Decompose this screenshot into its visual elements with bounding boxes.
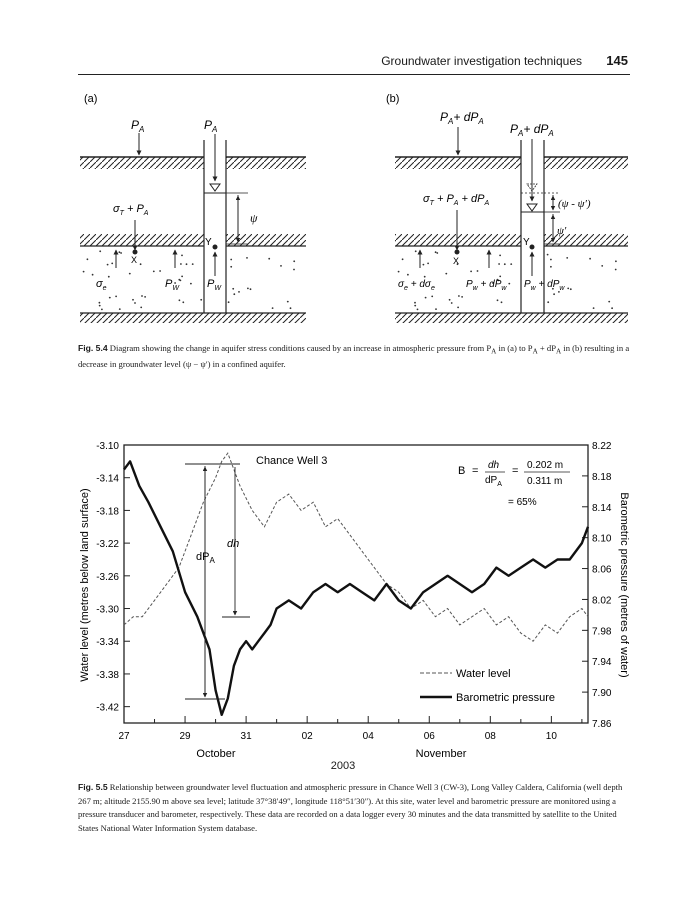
stipple-dot xyxy=(615,260,617,262)
point-y-marker-b xyxy=(530,245,535,250)
y-tick-label-right: 8.10 xyxy=(592,533,612,545)
y-axis-right-title: Barometric pressure (metres of water) xyxy=(618,492,630,678)
stipple-dot xyxy=(567,288,569,290)
stipple-dot xyxy=(179,299,181,301)
y-tick-label-right: 7.86 xyxy=(592,719,612,730)
stipple-dot xyxy=(550,259,552,261)
stipple-dot xyxy=(140,307,142,309)
stipple-dot xyxy=(553,293,555,295)
stipple-dot xyxy=(550,266,552,268)
stipple-dot xyxy=(190,283,192,285)
pa-well-label: $P_A$ xyxy=(204,118,218,134)
base-hatch-b xyxy=(395,313,628,323)
point-y-marker xyxy=(213,245,218,250)
running-title: Groundwater investigation techniques xyxy=(381,54,582,68)
stipple-dot xyxy=(280,265,282,267)
stipple-dot xyxy=(140,263,142,265)
x-tick-label: 27 xyxy=(118,731,130,742)
stipple-dot xyxy=(499,276,501,278)
formula-num: dh xyxy=(488,460,500,471)
stipple-dot xyxy=(601,265,603,267)
legend-label-water-level: Water level xyxy=(456,668,511,680)
stipple-dot xyxy=(246,257,248,259)
stipple-dot xyxy=(510,263,512,265)
x-tick-label: 06 xyxy=(423,731,435,742)
ground-hatch-right xyxy=(226,157,306,169)
x-tick-label: 08 xyxy=(484,731,496,742)
y-tick-label-left: -3.22 xyxy=(96,539,119,551)
y-tick-label-left: -3.42 xyxy=(96,702,119,714)
water-table-marker-b xyxy=(527,204,537,211)
psi-label: ψ xyxy=(250,211,258,225)
stipple-dot xyxy=(200,299,202,301)
x-tick-label: 10 xyxy=(545,731,557,742)
point-x-label: X xyxy=(131,255,138,265)
stipple-dot xyxy=(109,297,111,299)
y-tick-label-right: 7.98 xyxy=(592,626,612,638)
ground-hatch-left-b xyxy=(395,157,521,169)
fig-5-4-diagram xyxy=(0,0,691,345)
pa-dpa-left-label: $P_A+ dP_A$ xyxy=(440,110,484,126)
fig-5-5-caption xyxy=(78,781,630,835)
y-tick-label-right: 8.18 xyxy=(592,471,612,483)
stipple-dot xyxy=(445,273,447,275)
stipple-dot xyxy=(402,258,404,260)
fig-5-4-text: Diagram showing the change in aquifer stress conditions caused by an increase in atmospheric pressure from $P_A$ in (a) to $P_A + dP_A$ in (b) resulting in a decrease in groundwater level (ψ − ψ′) in a confined aquifer. xyxy=(78,343,630,370)
stipple-dot xyxy=(119,251,121,253)
stipple-dot xyxy=(111,263,113,265)
stipple-dot xyxy=(499,255,501,257)
fig-5-5-text: Relationship between groundwater level fluctuation and atmospheric pressure in Chance Well 3 (CW-3), Long Valley Caldera, California (well depth 267 m; altitude 2155.90 m above sea level; latitude 37°38′49″, longitude 118°51′30″). At this site, water level and barometric pressure are monitored using a pressure transducer and barometer, respectively. These data are recorded on a data logger every 30 minutes and the data transmitted by satellite to the United States National Water Information System database. xyxy=(78,782,623,833)
sigma-t-label: $\sigma_T + P_A$ xyxy=(113,203,149,217)
stipple-dot xyxy=(107,264,109,266)
stipple-dot xyxy=(547,254,549,256)
stipple-dot xyxy=(268,258,270,260)
stipple-dot xyxy=(417,309,419,311)
pw-label-2: $P_W$ xyxy=(207,278,221,292)
panel-a xyxy=(80,118,306,323)
fig-5-5-label: Fig. 5.5 xyxy=(78,782,108,792)
dh-label: dh xyxy=(227,538,240,550)
x-axis-year: 2003 xyxy=(330,760,356,772)
point-x-marker-b xyxy=(455,250,460,255)
stipple-dot xyxy=(134,302,136,304)
stipple-dot xyxy=(293,269,295,271)
formula-eq2: = xyxy=(512,465,519,477)
stipple-dot xyxy=(449,299,451,301)
stipple-dot xyxy=(99,250,101,252)
x-tick-label: 29 xyxy=(179,731,191,742)
x-tick-label: 02 xyxy=(301,731,313,742)
pw-dpw-label-1: $P_w + dP_w$ xyxy=(466,279,507,292)
stipple-dot xyxy=(414,305,416,307)
y-tick-label-left: -3.14 xyxy=(96,473,119,485)
stipple-dot xyxy=(470,271,472,273)
stipple-dot xyxy=(99,302,101,304)
y-tick-label-right: 8.14 xyxy=(592,502,612,514)
stipple-dot xyxy=(233,293,235,295)
y-tick-label-right: 8.02 xyxy=(592,595,612,607)
stipple-dot xyxy=(120,252,122,254)
series-water-level-line xyxy=(124,453,588,641)
y-axis-left-title: Water level (metres below land surface) xyxy=(79,488,91,682)
formula-den-val: 0.311 m xyxy=(527,476,563,487)
fig-5-4-label: Fig. 5.4 xyxy=(78,343,108,353)
aquifer-stipple xyxy=(83,250,295,310)
page-number: 145 xyxy=(606,53,628,68)
stipple-dot xyxy=(144,296,146,298)
stipple-dot xyxy=(129,273,131,275)
sigma-e-label: $\sigma_e$ xyxy=(96,278,107,292)
x-axis-month-october: October xyxy=(196,748,236,760)
pa-left-label: $P_A$ xyxy=(131,118,145,134)
y-tick-label-right: 8.22 xyxy=(592,441,612,452)
y-tick-label-right: 7.94 xyxy=(592,657,612,669)
formula-result: = 65% xyxy=(508,497,537,508)
stipple-dot xyxy=(132,299,134,301)
stipple-dot xyxy=(458,295,460,297)
stipple-dot xyxy=(119,308,121,310)
stipple-dot xyxy=(180,263,182,265)
series-group xyxy=(124,453,588,715)
base-hatch xyxy=(80,313,306,323)
y-tick-label-left: -3.18 xyxy=(96,506,119,518)
stipple-dot xyxy=(181,255,183,257)
water-table-marker xyxy=(210,184,220,191)
stipple-dot xyxy=(141,295,143,297)
point-y-label: Y xyxy=(205,237,212,248)
stipple-dot xyxy=(186,263,188,265)
panel-a-label: (a) xyxy=(84,93,98,105)
stipple-dot xyxy=(451,302,453,304)
stipple-dot xyxy=(427,263,429,265)
stipple-dot xyxy=(230,266,232,268)
psi-prime-label: ψ′ xyxy=(557,225,567,237)
stipple-dot xyxy=(497,299,499,301)
stipple-dot xyxy=(87,258,89,260)
pa-dpa-well-label: $P_A+ dP_A$ xyxy=(510,122,554,138)
point-x-label-b: X xyxy=(453,256,460,266)
y-tick-label-left: -3.34 xyxy=(96,637,119,649)
stipple-dot xyxy=(99,305,101,307)
stipple-dot xyxy=(232,288,234,290)
psi-difference-label: (ψ - ψ′) xyxy=(558,198,591,210)
stipple-dot xyxy=(108,276,110,278)
stipple-dot xyxy=(477,270,479,272)
y-tick-label-left: -3.38 xyxy=(96,669,119,681)
y-tick-label-left: -3.10 xyxy=(96,441,119,452)
stipple-dot xyxy=(508,283,510,285)
dpa-label: $dP_A$ xyxy=(196,551,215,565)
x-tick-label: 04 xyxy=(362,731,374,742)
stipple-dot xyxy=(424,276,426,278)
stipple-dot xyxy=(504,263,506,265)
stipple-dot xyxy=(92,274,94,276)
sigma-e-dsigma-label: $\sigma_e + d\sigma_e$ xyxy=(398,279,435,292)
stipple-dot xyxy=(153,271,155,273)
pw-label-1: $P_W$ xyxy=(165,278,179,292)
stipple-dot xyxy=(250,288,252,290)
y-tick-label-left: -3.30 xyxy=(96,604,119,616)
stipple-dot xyxy=(435,251,437,253)
stipple-dot xyxy=(247,288,249,290)
stipple-dot xyxy=(615,269,617,271)
stipple-dot xyxy=(457,307,459,309)
chart-title: Chance Well 3 xyxy=(256,455,328,467)
stipple-dot xyxy=(547,301,549,303)
stipple-dot xyxy=(589,258,591,260)
confining-hatch-left-b xyxy=(395,234,521,246)
stipple-dot xyxy=(238,291,240,293)
stipple-dot xyxy=(436,252,438,254)
confining-hatch-left xyxy=(80,234,204,246)
stipple-dot xyxy=(228,301,230,303)
stipple-dot xyxy=(501,301,503,303)
stipple-dot xyxy=(461,296,463,298)
x-tick-label: 31 xyxy=(240,731,252,742)
stipple-dot xyxy=(608,301,610,303)
formula-b xyxy=(458,460,570,508)
formula-den: $dP_A$ xyxy=(485,475,502,488)
stipple-dot xyxy=(407,274,409,276)
stipple-dot xyxy=(398,271,400,273)
stipple-dot xyxy=(611,307,613,309)
stipple-dot xyxy=(115,296,117,298)
stipple-dot xyxy=(425,297,427,299)
stipple-dot xyxy=(230,259,232,261)
x-axis-month-november: November xyxy=(415,748,467,760)
y-tick-label-right: 7.90 xyxy=(592,688,612,700)
point-y-label-b: Y xyxy=(523,237,530,248)
stipple-dot xyxy=(570,288,572,290)
stipple-dot xyxy=(423,264,425,266)
formula-num-val: 0.202 m xyxy=(527,460,564,471)
stipple-dot xyxy=(181,276,183,278)
stipple-dot xyxy=(83,271,85,273)
stipple-dot xyxy=(435,308,437,310)
fig-5-5-chart xyxy=(0,435,691,765)
stipple-dot xyxy=(272,307,274,309)
stipple-dot xyxy=(182,301,184,303)
stipple-dot xyxy=(415,250,417,252)
stipple-dot xyxy=(174,282,176,284)
fig-5-4-caption xyxy=(78,342,630,371)
point-x-marker xyxy=(133,250,138,255)
stipple-dot xyxy=(159,270,161,272)
sigma-t-pa-dpa-label: $\sigma_T + P_A + dP_A$ xyxy=(423,193,490,207)
plot-frame xyxy=(124,445,588,723)
stipple-dot xyxy=(293,260,295,262)
formula-b-letter: B xyxy=(458,465,466,477)
y-tick-label-right: 8.06 xyxy=(592,564,612,576)
stipple-dot xyxy=(290,307,292,309)
stipple-dot xyxy=(566,257,568,259)
panel-b xyxy=(395,110,628,323)
stipple-dot xyxy=(593,307,595,309)
stipple-dot xyxy=(192,263,194,265)
dh-annotation xyxy=(222,467,250,617)
ground-hatch-left xyxy=(80,157,204,169)
panel-b-label: (b) xyxy=(386,93,400,105)
formula-eq1: = xyxy=(472,465,479,477)
stipple-dot xyxy=(498,263,500,265)
legend xyxy=(420,668,555,704)
y-tick-label-left: -3.26 xyxy=(96,571,119,583)
legend-label-barometric: Barometric pressure xyxy=(456,692,556,704)
pw-dpw-label-2: $P_w + dP_w$ xyxy=(524,279,565,292)
stipple-dot xyxy=(414,302,416,304)
stipple-dot xyxy=(101,309,103,311)
stipple-dot xyxy=(178,279,180,281)
stipple-dot xyxy=(431,296,433,298)
ground-hatch-right-b xyxy=(544,157,628,169)
stipple-dot xyxy=(287,301,289,303)
